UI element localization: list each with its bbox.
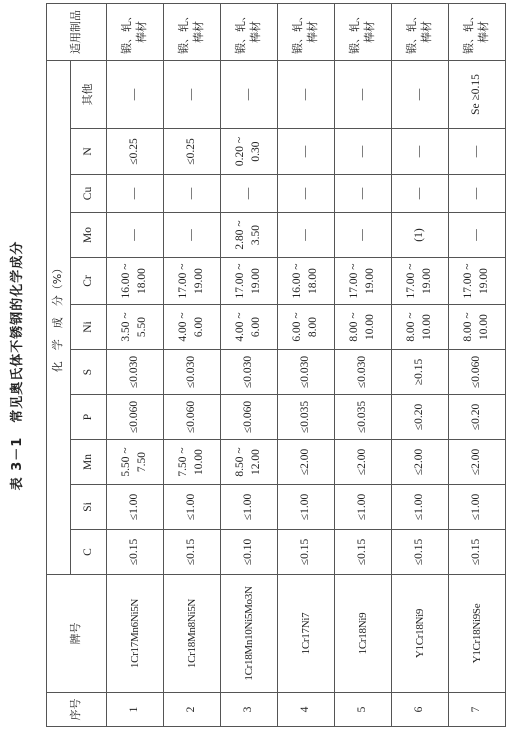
cell-other: — (278, 60, 335, 128)
cell-mo-line: 3.50 (250, 224, 262, 246)
cell-s: ≤0.060 (449, 350, 506, 395)
table-body (107, 3, 506, 726)
cell-cr (278, 258, 335, 305)
cell-cu: — (107, 175, 164, 213)
cell-c: ≤0.15 (164, 530, 221, 575)
cell-ni (107, 305, 164, 350)
cell-s: ≤0.030 (107, 350, 164, 395)
cell-ni-line: 10.00 (421, 314, 433, 340)
row-grade: Y1Cr18Ni9Se (449, 575, 506, 693)
cell-cr (449, 258, 506, 305)
table-row (107, 3, 164, 726)
cell-si: ≤1.00 (278, 485, 335, 530)
cell-other: — (392, 60, 449, 128)
cell-si: ≤1.00 (335, 485, 392, 530)
cell-p: ≤0.060 (221, 395, 278, 440)
cell-mn (164, 440, 221, 485)
cell-mn: ≤2.00 (449, 440, 506, 485)
row-seq: 4 (278, 693, 335, 727)
cell-mo: — (278, 213, 335, 258)
cell-other: — (335, 60, 392, 128)
cell-n-line: 0.20 ~ (234, 136, 247, 167)
cell-cr-line: 17.00 ~ (348, 263, 361, 299)
cell-cr-line: 19.00 (421, 268, 433, 294)
row-products: 锻、轧、棒材 (335, 3, 392, 60)
cell-cr-line: 16.00 ~ (120, 263, 133, 299)
cell-cr-line: 17.00 ~ (462, 263, 475, 299)
cell-mn-line: 7.50 (136, 451, 148, 473)
cell-mo: — (107, 213, 164, 258)
header-element-3: P (71, 395, 107, 440)
cell-s: ≤0.030 (221, 350, 278, 395)
cell-cr-line: 19.00 (364, 268, 376, 294)
header-element-5: Ni (71, 305, 107, 350)
header-element-2: Mn (71, 440, 107, 485)
cell-cr (107, 258, 164, 305)
cell-n: ≤0.25 (107, 129, 164, 175)
cell-cr (335, 258, 392, 305)
cell-cr (221, 258, 278, 305)
cell-p: ≤0.20 (449, 395, 506, 440)
cell-mo-line: 2.80 ~ (234, 220, 247, 250)
cell-n: ≤0.25 (164, 129, 221, 175)
cell-ni-line: 8.00 ~ (462, 312, 475, 342)
cell-other: Se ≥0.15 (449, 60, 506, 128)
cell-ni (221, 305, 278, 350)
cell-mn: ≤2.00 (278, 440, 335, 485)
cell-c: ≤0.15 (278, 530, 335, 575)
table-row (449, 3, 506, 726)
cell-ni-line: 10.00 (478, 314, 490, 340)
header-element-1: Si (71, 485, 107, 530)
row-seq: 6 (392, 693, 449, 727)
cell-c: ≤0.10 (221, 530, 278, 575)
cell-mo: — (164, 213, 221, 258)
cell-si: ≤1.00 (221, 485, 278, 530)
cell-cr-line: 18.00 (136, 268, 148, 294)
header-element-7: Mo (71, 213, 107, 258)
cell-c: ≤0.15 (335, 530, 392, 575)
row-seq: 3 (221, 693, 278, 727)
table-row (278, 3, 335, 726)
cell-cu: — (449, 175, 506, 213)
header-composition: 化 学 成 分（%） (47, 60, 71, 574)
cell-other: — (164, 60, 221, 128)
cell-ni-line: 10.00 (364, 314, 376, 340)
row-grade: 1Cr17Mn6Ni5N (107, 575, 164, 693)
cell-cu: — (278, 175, 335, 213)
cell-mn-line: 7.50 ~ (177, 447, 190, 477)
cell-other: — (107, 60, 164, 128)
cell-mn-line: 12.00 (250, 449, 262, 475)
cell-ni (449, 305, 506, 350)
cell-ni-line: 6.00 (193, 316, 205, 338)
header-element-4: S (71, 350, 107, 395)
cell-ni-line: 5.50 (136, 316, 148, 338)
row-seq: 2 (164, 693, 221, 727)
cell-mo: — (449, 213, 506, 258)
table-caption: 表 3－1 常见奥氏体不锈钢的化学成分 (10, 240, 25, 491)
cell-ni-line: 6.00 (250, 316, 262, 338)
cell-p: ≤0.060 (107, 395, 164, 440)
header-element-8: Cu (71, 175, 107, 213)
header-grade: 牌号 (47, 575, 107, 693)
cell-mo: — (335, 213, 392, 258)
cell-mn-line: 5.50 ~ (120, 447, 133, 477)
row-products: 锻、轧、棒材 (107, 3, 164, 60)
cell-p: ≤0.20 (392, 395, 449, 440)
composition-table (46, 3, 506, 727)
cell-ni-line: 3.50 ~ (120, 312, 133, 342)
cell-cr-line: 17.00 ~ (234, 263, 247, 299)
row-seq: 7 (449, 693, 506, 727)
row-grade: 1Cr18Mn10Ni5Mo3N (221, 575, 278, 693)
header-element-6: Cr (71, 258, 107, 305)
cell-cr-line: 19.00 (250, 268, 262, 294)
table-row (221, 3, 278, 726)
header-products: 适用制品 (47, 3, 107, 60)
cell-mn (221, 440, 278, 485)
cell-n-line: 0.30 (250, 141, 262, 162)
cell-cr-line: 17.00 ~ (405, 263, 418, 299)
cell-cu: — (392, 175, 449, 213)
row-products: 锻、轧、棒材 (278, 3, 335, 60)
cell-ni (278, 305, 335, 350)
cell-s: ≤0.030 (278, 350, 335, 395)
cell-si: ≤1.00 (449, 485, 506, 530)
cell-ni-line: 8.00 (307, 316, 319, 338)
cell-mo (221, 213, 278, 258)
cell-n: — (392, 129, 449, 175)
cell-cr-line: 16.00 ~ (291, 263, 304, 299)
cell-p: ≤0.035 (335, 395, 392, 440)
cell-c: ≤0.15 (107, 530, 164, 575)
row-grade: Y1Cr18Ni9 (392, 575, 449, 693)
cell-n: — (335, 129, 392, 175)
cell-mn-line: 10.00 (193, 449, 205, 475)
cell-s: ≤0.030 (335, 350, 392, 395)
row-seq: 5 (335, 693, 392, 727)
cell-ni-line: 4.00 ~ (234, 312, 247, 342)
row-products: 锻、轧、棒材 (164, 3, 221, 60)
cell-p: ≤0.035 (278, 395, 335, 440)
cell-ni-line: 4.00 ~ (177, 312, 190, 342)
row-seq: 1 (107, 693, 164, 727)
cell-si: ≤1.00 (107, 485, 164, 530)
row-products: 锻、轧、棒材 (221, 3, 278, 60)
cell-n: — (278, 129, 335, 175)
header-element-10: 其他 (71, 60, 107, 128)
cell-mn: ≤2.00 (392, 440, 449, 485)
cell-cu: — (164, 175, 221, 213)
header-seq: 序号 (47, 693, 107, 727)
cell-cr-line: 17.00 ~ (177, 263, 190, 299)
cell-cr (392, 258, 449, 305)
cell-cr-line: 19.00 (478, 268, 490, 294)
cell-ni-line: 8.00 ~ (405, 312, 418, 342)
cell-s: ≥0.15 (392, 350, 449, 395)
cell-cu: — (335, 175, 392, 213)
cell-mn: ≤2.00 (335, 440, 392, 485)
table-row (164, 3, 221, 726)
cell-mo: (1) (392, 213, 449, 258)
cell-ni (335, 305, 392, 350)
row-grade: 1Cr17Ni7 (278, 575, 335, 693)
cell-cr-line: 18.00 (307, 268, 319, 294)
cell-mn-line: 8.50 ~ (234, 447, 247, 477)
cell-c: ≤0.15 (392, 530, 449, 575)
cell-ni (164, 305, 221, 350)
cell-mn (107, 440, 164, 485)
cell-cr-line: 19.00 (193, 268, 205, 294)
header-element-9: N (71, 129, 107, 175)
cell-ni-line: 8.00 ~ (348, 312, 361, 342)
cell-cu: — (221, 175, 278, 213)
row-products: 锻、轧、棒材 (392, 3, 449, 60)
cell-n: — (449, 129, 506, 175)
table-row (335, 3, 392, 726)
row-products: 锻、轧、棒材 (449, 3, 506, 60)
cell-c: ≤0.15 (449, 530, 506, 575)
cell-s: ≤0.030 (164, 350, 221, 395)
cell-p: ≤0.060 (164, 395, 221, 440)
cell-si: ≤1.00 (392, 485, 449, 530)
cell-n (221, 129, 278, 175)
cell-si: ≤1.00 (164, 485, 221, 530)
cell-ni-line: 6.00 ~ (291, 312, 304, 342)
row-grade: 1Cr18Mn8Ni5N (164, 575, 221, 693)
cell-cr (164, 258, 221, 305)
cell-ni (392, 305, 449, 350)
cell-other: — (221, 60, 278, 128)
header-element-0: C (71, 530, 107, 575)
table-row (392, 3, 449, 726)
row-grade: 1Cr18Ni9 (335, 575, 392, 693)
